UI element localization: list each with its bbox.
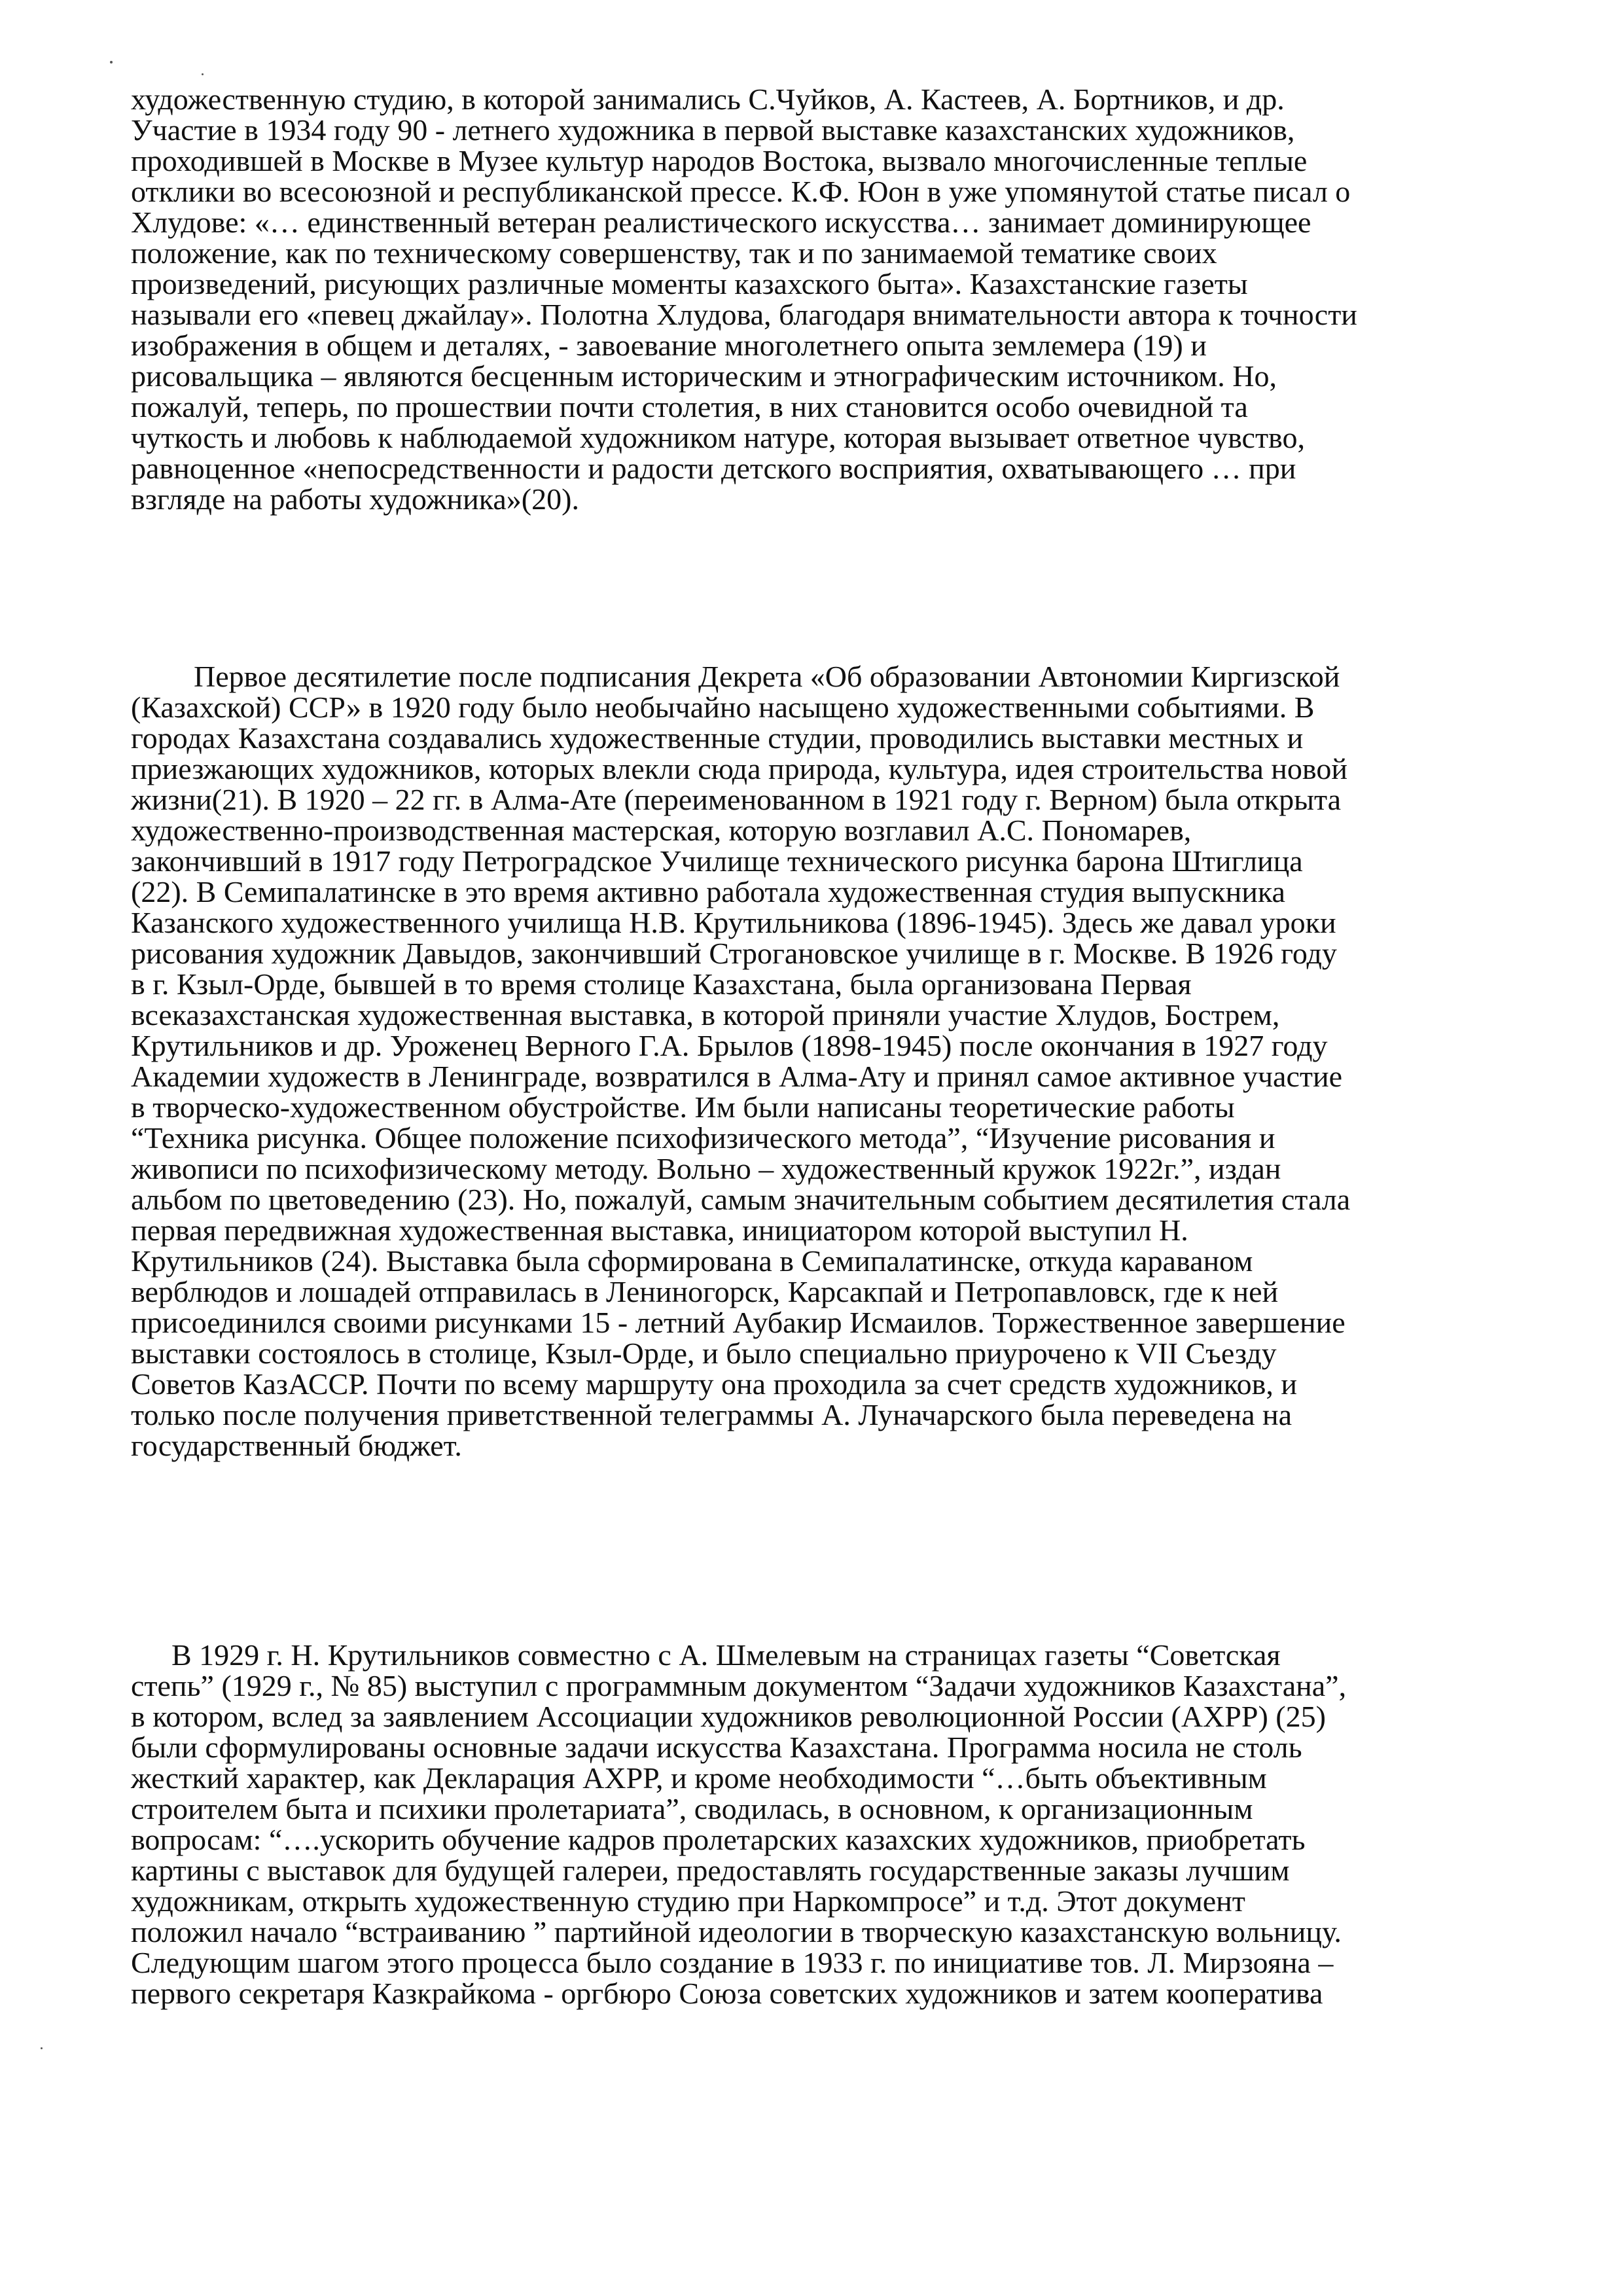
text-line: взгляде на работы художника»(20). xyxy=(131,482,579,516)
text-line: равноценное «непосредственности и радости детского восприятия, охватывающего … при xyxy=(131,452,1296,485)
text-line: Казанского художественного училища Н.В. Крутильникова (1896-1945). Здесь же давал уроки xyxy=(131,906,1336,939)
text-line: Академии художеств в Ленинграде, возвратился в Алма-Ату и принял самое активное участие xyxy=(131,1060,1343,1093)
text-line: положил начало “встраиванию ” партийной идеологии в творческую казахстанскую вольницу. xyxy=(131,1915,1342,1948)
text-line: в котором, вслед за заявлением Ассоциации художников революционной России (АХРР) (25) xyxy=(131,1700,1326,1733)
text-line: рисовальщика – являются бесценным историческим и этнографическим источником. Но, xyxy=(131,359,1277,393)
text-line: в творческо-художественном обустройстве. Им были написаны теоретические работы xyxy=(131,1090,1235,1124)
text-line: В 1929 г. Н. Крутильников совместно с А. Шмелевым на страницах газеты “Советская xyxy=(171,1638,1281,1672)
paragraph-program-1929 xyxy=(131,1640,1499,2009)
text-line: (Казахской) ССР» в 1920 году было необычайно насыщено художественными событиями. В xyxy=(131,691,1315,724)
paragraph-continuation xyxy=(131,84,1499,514)
text-line: приезжающих художников, которых влекли сюда природа, культура, идея строительства новой xyxy=(131,752,1347,785)
text-line: положение, как по техническому совершенству, так и по занимаемой тематике своих xyxy=(131,236,1217,270)
text-line: присоединился своими рисунками 15 - летний Аубакир Исмаилов. Торжественное завершение xyxy=(131,1306,1346,1339)
paragraph-first-decade xyxy=(131,661,1499,1461)
scan-speck xyxy=(202,73,204,75)
text-line: рисования художник Давыдов, закончивший Строгановское училище в г. Москве. В 1926 году xyxy=(131,937,1337,970)
text-line: чуткость и любовь к наблюдаемой художником натуре, которая вызывает ответное чувство, xyxy=(131,421,1305,454)
text-line: произведений, рисующих различные моменты казахского быта». Казахстанские газеты xyxy=(131,267,1248,300)
text-line: в г. Кзыл-Орде, бывшей в то время столице Казахстана, была организована Первая xyxy=(131,967,1192,1001)
scan-speck xyxy=(110,61,113,63)
text-line: пожалуй, теперь, по прошествии почти столетия, в них становится особо очевидной та xyxy=(131,390,1248,423)
text-line: вопросам: “….ускорить обучение кадров пролетарских казахских художников, приобретать xyxy=(131,1823,1306,1856)
text-line: живописи по психофизическому методу. Вольно – художественный кружок 1922г.”, издан xyxy=(131,1152,1281,1185)
text-line: Первое десятилетие после подписания Декрета «Об образовании Автономии Киргизской xyxy=(194,660,1340,693)
text-line: называли его «певец джайлау». Полотна Хлудова, благодаря внимательности автора к точности xyxy=(131,298,1357,331)
text-line: проходившей в Москве в Музее культур народов Востока, вызвало многочисленные теплые xyxy=(131,144,1308,177)
text-line: изображения в общем и деталях, - завоевание многолетнего опыта землемера (19) и xyxy=(131,329,1207,362)
text-line: Хлудове: «… единственный ветеран реалистического искусства… занимает доминирующее xyxy=(131,206,1311,239)
text-line: художникам, открыть художественную студию при Наркомпросе” и т.д. Этот документ xyxy=(131,1884,1245,1918)
text-line: Крутильников и др. Уроженец Верного Г.А. Брылов (1898-1945) после окончания в 1927 году xyxy=(131,1029,1328,1062)
text-line: Советов КазАССР. Почти по всему маршруту она проходила за счет средств художников, и xyxy=(131,1367,1297,1401)
scan-speck xyxy=(41,2047,43,2049)
text-line: альбом по цветоведению (23). Но, пожалуй, самым значительным событием десятилетия стала xyxy=(131,1183,1351,1216)
text-line: картины с выставок для будущей галереи, предоставлять государственные заказы лучшим xyxy=(131,1854,1290,1887)
text-line: верблюдов и лошадей отправилась в Лениногорск, Карсакпай и Петропавловск, где к ней xyxy=(131,1275,1279,1308)
text-line: выставки состоялось в столице, Кзыл-Орде, и было специально приурочено к VII Съезду xyxy=(131,1336,1277,1370)
text-line: были сформулированы основные задачи искусства Казахстана. Программа носила не столь xyxy=(131,1731,1302,1764)
text-line: закончивший в 1917 году Петроградское Училище технического рисунка барона Штиглица xyxy=(131,844,1303,878)
text-line: художественную студию, в которой занимались С.Чуйков, А. Кастеев, А. Бортников, и др. xyxy=(131,82,1285,116)
text-line: только после получения приветственной телеграммы А. Луначарского была переведена на xyxy=(131,1398,1293,1431)
text-line: городах Казахстана создавались художественные студии, проводились выставки местных и xyxy=(131,721,1304,755)
text-line: государственный бюджет. xyxy=(131,1429,462,1462)
text-line: Участие в 1934 году 90 - летнего художника в первой выставке казахстанских художников, xyxy=(131,113,1295,147)
text-line: (22). В Семипалатинске в это время активно работала художественная студия выпускника xyxy=(131,875,1285,908)
text-line: жесткий характер, как Декларация АХРР, и кроме необходимости “…быть объективным xyxy=(131,1761,1267,1795)
text-line: первая передвижная художественная выставка, инициатором которой выступил Н. xyxy=(131,1213,1188,1247)
text-line: “Техника рисунка. Общее положение психофизического метода”, “Изучение рисования и xyxy=(131,1121,1275,1155)
text-line: строителем быта и психики пролетариата”, сводилась, в основном, к организационным xyxy=(131,1792,1253,1825)
text-line: всеказахстанская художественная выставка, в которой приняли участие Хлудов, Бострем, xyxy=(131,998,1280,1031)
text-line: Крутильников (24). Выставка была сформирована в Семипалатинске, откуда караваном xyxy=(131,1244,1253,1278)
text-line: Следующим шагом этого процесса было создание в 1933 г. по инициативе тов. Л. Мирзояна – xyxy=(131,1946,1334,1979)
text-line: первого секретаря Казкрайкома - оргбюро Союза советских художников и затем кооператива xyxy=(131,1977,1323,2010)
text-line: отклики во всесоюзной и республиканской прессе. К.Ф. Юон в уже упомянутой статье писал о xyxy=(131,175,1351,208)
text-line: жизни(21). В 1920 – 22 гг. в Алма-Ате (переименованном в 1921 году г. Верном) была открыта xyxy=(131,783,1342,816)
text-line: степь” (1929 г., № 85) выступил с программным документом “Задачи художников Казахстана”, xyxy=(131,1669,1347,1702)
text-line: художественно-производственная мастерская, которую возглавил А.С. Пономарев, xyxy=(131,814,1192,847)
